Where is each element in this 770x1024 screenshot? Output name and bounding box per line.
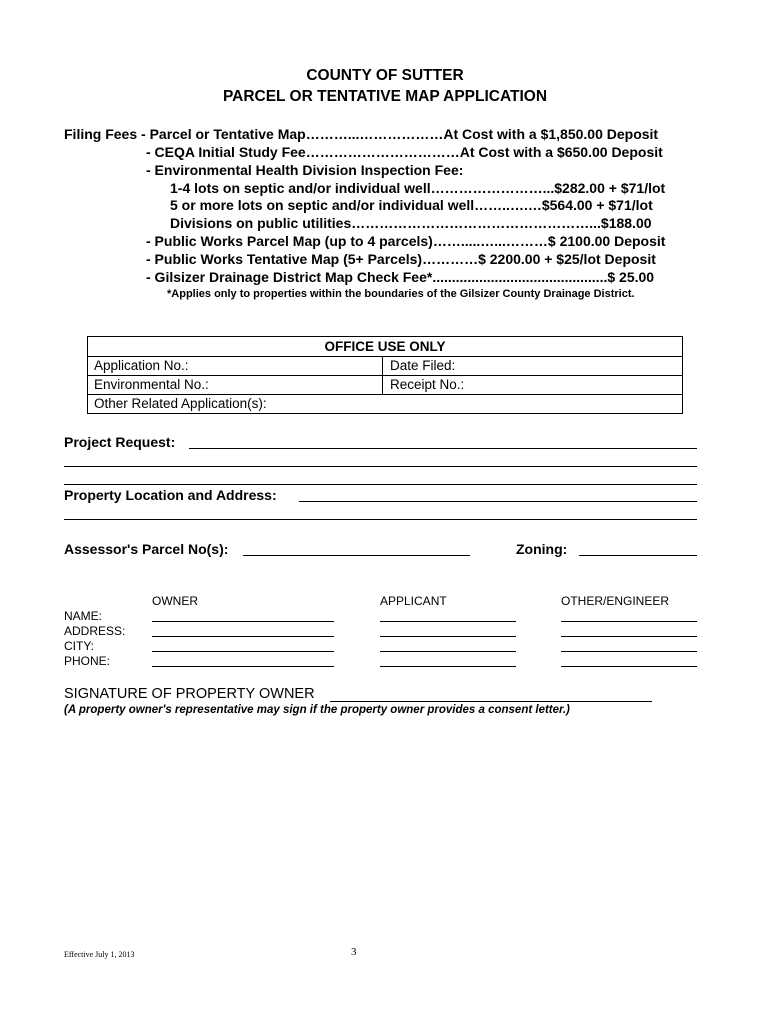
other-engineer-column-header: OTHER/ENGINEER — [561, 594, 670, 608]
address-row-label: ADDRESS: — [64, 624, 126, 638]
receipt-no-field[interactable]: Receipt No.: — [390, 377, 465, 392]
applicant-city-line[interactable] — [380, 651, 516, 652]
property-location-line-1[interactable] — [299, 501, 697, 502]
fee-line-ceqa: - CEQA Initial Study Fee……………………………At Cost with a $650.00 Deposit — [146, 144, 663, 160]
owner-address-line[interactable] — [152, 636, 334, 637]
fee-footnote: *Applies only to properties within the boundaries of the Gilsizer County Drainage District. — [167, 288, 635, 300]
other-address-line[interactable] — [561, 636, 697, 637]
fee-line-pw-tentative-map: - Public Works Tentative Map (5+ Parcels)…………$ 2200.00 + $25/lot Deposit — [146, 251, 656, 267]
applicant-column-header: APPLICANT — [380, 594, 447, 608]
applicant-phone-line[interactable] — [380, 666, 516, 667]
project-request-line-1[interactable] — [189, 448, 697, 449]
page-number: 3 — [351, 946, 357, 958]
fee-line-env-health: - Environmental Health Division Inspection Fee: — [146, 162, 464, 178]
signature-note: (A property owner's representative may sign if the property owner provides a consent letter.) — [64, 704, 570, 716]
fee-line-public-utilities: Divisions on public utilities……………………………………………...$188.00 — [170, 215, 652, 231]
effective-date: Effective July 1, 2013 — [64, 950, 135, 959]
project-request-line-2[interactable] — [64, 466, 697, 467]
office-use-title: OFFICE USE ONLY — [324, 339, 446, 354]
signature-input-line[interactable] — [330, 701, 652, 702]
owner-name-line[interactable] — [152, 621, 334, 622]
document-title-application: PARCEL OR TENTATIVE MAP APPLICATION — [222, 88, 548, 105]
environmental-no-field[interactable]: Environmental No.: — [94, 377, 209, 392]
other-name-line[interactable] — [561, 621, 697, 622]
office-use-row — [88, 394, 682, 414]
application-no-field[interactable]: Application No.: — [94, 358, 189, 373]
fee-line-gilsizer: - Gilsizer Drainage District Map Check Fee*.............................................$ 25.00 — [146, 269, 655, 285]
other-phone-line[interactable] — [561, 666, 697, 667]
applicant-name-line[interactable] — [380, 621, 516, 622]
assessor-parcel-input-line[interactable] — [243, 555, 470, 556]
office-use-box — [87, 336, 683, 414]
office-use-row — [88, 375, 682, 395]
name-row-label: NAME: — [64, 609, 103, 623]
owner-city-line[interactable] — [152, 651, 334, 652]
fee-line-filing: Filing Fees - Parcel or Tentative Map………...………………At Cost with a $1,850.00 Deposit — [64, 126, 659, 142]
property-location-line-2[interactable] — [64, 519, 697, 520]
city-row-label: CITY: — [64, 639, 95, 653]
zoning-input-line[interactable] — [579, 555, 697, 556]
project-request-line-3[interactable] — [64, 484, 697, 485]
zoning-label: Zoning: — [516, 541, 568, 557]
property-location-label: Property Location and Address: — [64, 487, 277, 503]
phone-row-label: PHONE: — [64, 654, 111, 668]
signature-label: SIGNATURE OF PROPERTY OWNER — [64, 686, 315, 702]
office-use-row — [88, 356, 682, 376]
assessor-parcel-label: Assessor's Parcel No(s): — [64, 541, 229, 557]
fee-line-pw-parcel-map: - Public Works Parcel Map (up to 4 parcels)…….....…...………$ 2100.00 Deposit — [146, 233, 666, 249]
project-request-label: Project Request: — [64, 434, 176, 450]
owner-column-header: OWNER — [152, 594, 198, 608]
owner-phone-line[interactable] — [152, 666, 334, 667]
other-related-applications-field[interactable]: Other Related Application(s): — [94, 396, 267, 411]
fee-line-septic-5plus: 5 or more lots on septic and/or individual well……..….…$564.00 + $71/lot — [170, 197, 653, 213]
applicant-address-line[interactable] — [380, 636, 516, 637]
other-city-line[interactable] — [561, 651, 697, 652]
date-filed-field[interactable]: Date Filed: — [390, 358, 456, 373]
document-title-county: COUNTY OF SUTTER — [306, 67, 464, 84]
fee-line-septic-1-4: 1-4 lots on septic and/or individual well……………………...$282.00 + $71/lot — [170, 180, 666, 196]
